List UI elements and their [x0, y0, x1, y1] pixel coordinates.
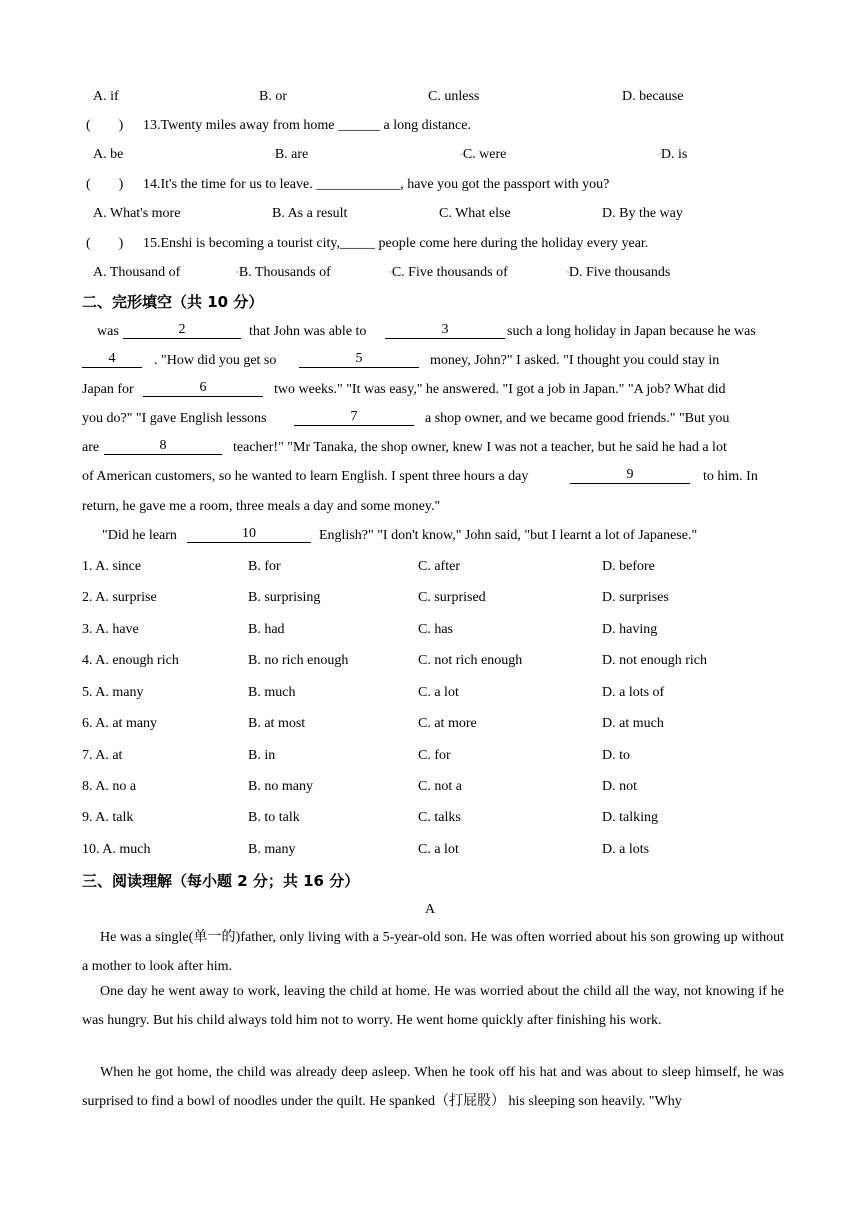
- cloze-line-3: [0, 380, 860, 400]
- cloze-option-row: [0, 840, 860, 860]
- option-d[interactable]: ▫D. is: [658, 147, 688, 162]
- option-a[interactable]: 10. A. much: [82, 842, 151, 857]
- option-c[interactable]: C. surprised: [418, 590, 486, 605]
- cloze-blank-9[interactable]: 9: [570, 467, 690, 484]
- option-c[interactable]: C. has: [418, 622, 453, 637]
- question-stem: 13.Twenty miles away from home ______ a long distance.: [143, 118, 471, 133]
- cloze-option-row: [0, 557, 860, 577]
- option-b[interactable]: B. no many: [248, 779, 313, 794]
- reading-paragraph-3: When he got home, the child was already deep asleep. When he took off his hat and was about to sleep himself, he was surprised to find a bowl of noodles under the quilt. He spanked（打屁股） his sleeping son heavily. "Why: [82, 1065, 784, 1109]
- option-d[interactable]: D. not: [602, 779, 637, 794]
- marker-icon: ▫: [658, 150, 661, 159]
- answer-parenthesis[interactable]: ( ): [86, 236, 124, 251]
- cloze-text: are: [82, 440, 100, 455]
- cloze-blank-3[interactable]: 3: [385, 322, 505, 339]
- option-d[interactable]: D. By the way: [602, 206, 683, 221]
- option-c[interactable]: C. talks: [418, 810, 461, 825]
- cloze-blank-7[interactable]: 7: [294, 409, 414, 426]
- cloze-text: two weeks." "It was easy," he answered. "I got a job in Japan." "A job? What did: [274, 382, 726, 397]
- cloze-line-4: [0, 409, 860, 429]
- option-d[interactable]: D. before: [602, 559, 655, 574]
- option-c[interactable]: C. not rich enough: [418, 653, 523, 668]
- reading-paragraph-2: One day he went away to work, leaving the child at home. He was worried about the child all the way, not knowing if he was hungry. But his child always told him not to worry. He went home quickly after finishing his work.: [82, 984, 784, 1028]
- cloze-blank-2[interactable]: 2: [123, 322, 241, 339]
- option-c[interactable]: C. at more: [418, 716, 477, 731]
- cloze-option-row: [0, 808, 860, 828]
- cloze-text: was: [97, 324, 119, 339]
- option-a[interactable]: A. if: [93, 89, 119, 104]
- option-b[interactable]: B. at most: [248, 716, 306, 731]
- question-stem: 15.Enshi is becoming a tourist city,_____ people come here during the holiday every year.: [143, 236, 649, 251]
- option-a[interactable]: 6. A. at many: [82, 716, 158, 731]
- option-c[interactable]: C. unless: [428, 89, 480, 104]
- option-a[interactable]: 8. A. no a: [82, 779, 137, 794]
- answer-parenthesis[interactable]: ( ): [86, 118, 124, 133]
- option-b[interactable]: B. As a result: [272, 206, 348, 221]
- option-a[interactable]: A. Thousand of: [93, 265, 181, 280]
- option-b[interactable]: B. had: [248, 622, 285, 637]
- option-a[interactable]: A. be: [93, 147, 124, 162]
- option-a[interactable]: 9. A. talk: [82, 810, 134, 825]
- option-a[interactable]: A. What's more: [93, 206, 181, 221]
- cloze-text: to him. In: [703, 469, 758, 484]
- option-a[interactable]: 5. A. many: [82, 685, 144, 700]
- question-13: [0, 116, 860, 136]
- cloze-line-5: [0, 438, 860, 458]
- option-a[interactable]: 7. A. at: [82, 748, 123, 763]
- option-d[interactable]: D. talking: [602, 810, 658, 825]
- cloze-option-row: [0, 651, 860, 671]
- cloze-text: that John was able to: [249, 324, 367, 339]
- question-14: [0, 175, 860, 195]
- option-b[interactable]: B. much: [248, 685, 296, 700]
- option-c[interactable]: C. What else: [439, 206, 511, 221]
- option-d[interactable]: D. not enough rich: [602, 653, 707, 668]
- section-2-title: 二、完形填空（共 10 分）: [82, 293, 264, 311]
- cloze-option-row: [0, 588, 860, 608]
- question-stem: 14.It's the time for us to leave. ____________, have you got the passport with you?: [143, 177, 610, 192]
- cloze-blank-5[interactable]: 5: [299, 351, 419, 368]
- question-13-options: [0, 145, 860, 165]
- option-c[interactable]: ▫C. Five thousands of: [389, 265, 508, 280]
- cloze-blank-6[interactable]: 6: [143, 380, 263, 397]
- cloze-text: a shop owner, and we became good friends." "But you: [425, 411, 730, 426]
- option-b[interactable]: B. no rich enough: [248, 653, 349, 668]
- option-d[interactable]: ▫D. Five thousands: [566, 265, 671, 280]
- cloze-blank-8[interactable]: 8: [104, 438, 222, 455]
- cloze-text: Japan for: [82, 382, 134, 397]
- cloze-line-2: [0, 351, 860, 371]
- cloze-text: . "How did you get so: [154, 353, 277, 368]
- option-b[interactable]: B. many: [248, 842, 296, 857]
- cloze-option-row: [0, 620, 860, 640]
- reading-paragraph-1: He was a single(单一的)father, only living with a 5-year-old son. He was often worried about his son growing up without a mother to look after him.: [82, 930, 784, 974]
- cloze-line-7: [0, 497, 860, 517]
- marker-icon: ▫: [566, 268, 569, 277]
- cloze-text: return, he gave me a room, three meals a day and some money.": [82, 499, 441, 514]
- cloze-option-row: [0, 683, 860, 703]
- option-d[interactable]: D. having: [602, 622, 658, 637]
- option-b[interactable]: B. for: [248, 559, 281, 574]
- answer-parenthesis[interactable]: ( ): [86, 177, 124, 192]
- cloze-line-6: [0, 467, 860, 487]
- question-15-options: [0, 263, 860, 283]
- option-d[interactable]: D. a lots: [602, 842, 650, 857]
- cloze-text: English?" "I don't know," John said, "but I learnt a lot of Japanese.": [319, 528, 698, 543]
- option-c[interactable]: C. not a: [418, 779, 462, 794]
- cloze-blank-4[interactable]: 4: [82, 351, 142, 368]
- option-c[interactable]: C. after: [418, 559, 460, 574]
- option-a[interactable]: 2. A. surprise: [82, 590, 157, 605]
- question-15: [0, 234, 860, 254]
- cloze-option-row: [0, 714, 860, 734]
- option-d[interactable]: D. a lots of: [602, 685, 665, 700]
- cloze-option-row: [0, 746, 860, 766]
- question-14-options: [0, 204, 860, 224]
- option-a[interactable]: 4. A. enough rich: [82, 653, 179, 668]
- marker-icon: ▫: [460, 150, 463, 159]
- cloze-text: teacher!" "Mr Tanaka, the shop owner, knew I was not a teacher, but he said he had a lot: [233, 440, 727, 455]
- cloze-text: you do?" "I gave English lessons: [82, 411, 267, 426]
- cloze-text: such a long holiday in Japan because he was: [507, 324, 756, 339]
- section-3-title: 三、阅读理解（每小题 2 分；共 16 分）: [82, 872, 360, 890]
- option-d[interactable]: D. to: [602, 748, 630, 763]
- option-b[interactable]: B. to talk: [248, 810, 300, 825]
- option-c[interactable]: C. a lot: [418, 842, 459, 857]
- cloze-line-1: [0, 322, 860, 342]
- option-d[interactable]: D. surprises: [602, 590, 669, 605]
- cloze-line-8: [0, 526, 860, 546]
- marker-icon: ▫: [272, 150, 275, 159]
- option-c[interactable]: ▫C. were: [460, 147, 507, 162]
- option-b[interactable]: B. surprising: [248, 590, 321, 605]
- marker-icon: ▫: [236, 268, 239, 277]
- cloze-text: "Did he learn: [102, 528, 177, 543]
- cloze-blank-10[interactable]: 10: [187, 526, 311, 543]
- option-b[interactable]: ▫B. Thousands of: [236, 265, 331, 280]
- question-12-options: [0, 87, 860, 107]
- option-d[interactable]: D. because: [622, 89, 684, 104]
- option-b[interactable]: B. in: [248, 748, 276, 763]
- marker-icon: ▫: [389, 268, 392, 277]
- passage-label: A: [424, 902, 436, 917]
- cloze-text: of American customers, so he wanted to learn English. I spent three hours a day: [82, 469, 529, 484]
- cloze-option-row: [0, 777, 860, 797]
- option-a[interactable]: 1. A. since: [82, 559, 142, 574]
- option-c[interactable]: C. for: [418, 748, 451, 763]
- cloze-text: money, John?" I asked. "I thought you could stay in: [430, 353, 720, 368]
- option-c[interactable]: C. a lot: [418, 685, 459, 700]
- option-b[interactable]: B. or: [259, 89, 287, 104]
- option-d[interactable]: D. at much: [602, 716, 664, 731]
- option-b[interactable]: ▫B. are: [272, 147, 309, 162]
- option-a[interactable]: 3. A. have: [82, 622, 139, 637]
